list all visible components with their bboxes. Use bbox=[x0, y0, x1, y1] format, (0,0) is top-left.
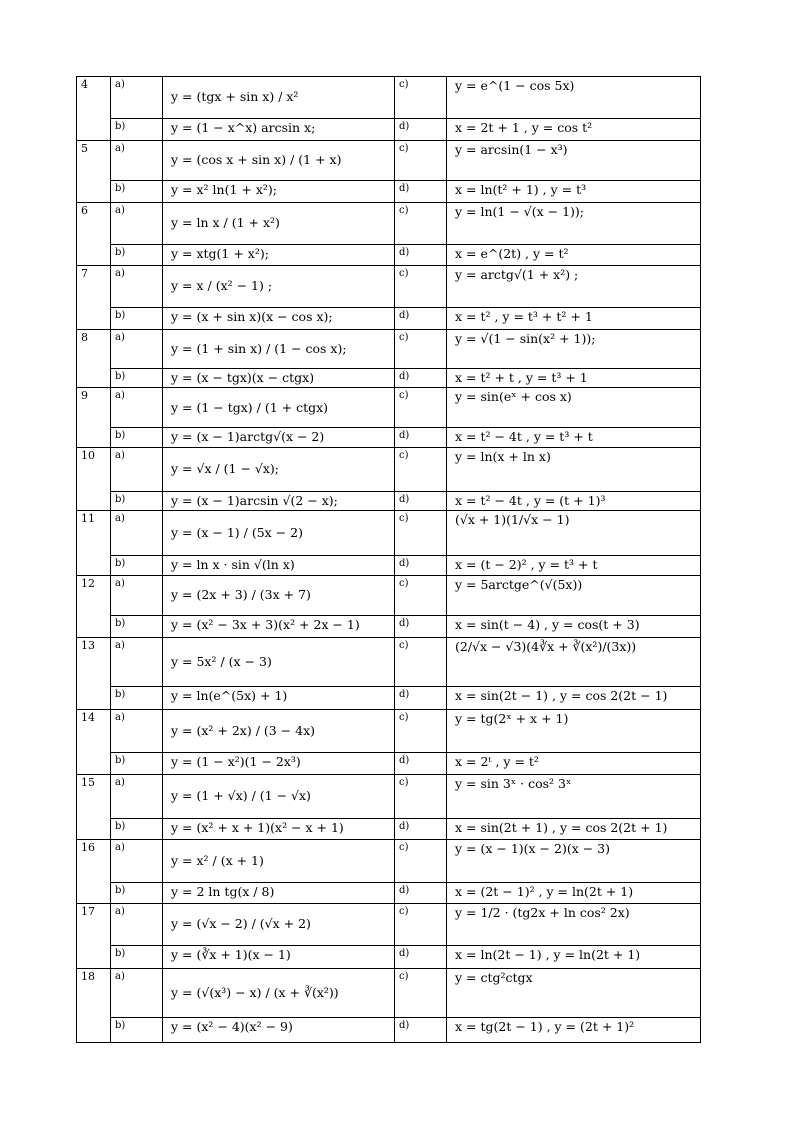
exercise-row-b bbox=[77, 753, 701, 775]
exercise-row-a bbox=[77, 904, 701, 946]
formula-a: y = x² / (x + 1) bbox=[163, 840, 395, 883]
part-label-b: b) bbox=[111, 428, 163, 447]
part-label-d: d) bbox=[395, 819, 447, 840]
part-label-a: a) bbox=[111, 447, 163, 491]
exercise-number: 15 bbox=[77, 775, 111, 840]
formula-b: y = 2 ln tg(x / 8) bbox=[163, 883, 395, 904]
formula-d: x = ln(2t − 1) , y = ln(2t + 1) bbox=[447, 946, 701, 969]
part-label-c: c) bbox=[395, 969, 447, 1018]
part-label-d: d) bbox=[395, 616, 447, 638]
formula-c: (2/√x − √3)(4∛x + ∛(x²)/(3x)) bbox=[447, 638, 701, 687]
part-label-d: d) bbox=[395, 556, 447, 576]
formula-c: y = sin 3ˣ · cos² 3ˣ bbox=[447, 775, 701, 819]
exercise-number: 11 bbox=[77, 511, 111, 576]
formula-c: y = ln(1 − √(x − 1)); bbox=[447, 203, 701, 245]
part-label-d: d) bbox=[395, 1018, 447, 1043]
exercise-number: 12 bbox=[77, 576, 111, 638]
exercise-row-b bbox=[77, 819, 701, 840]
formula-c: y = (x − 1)(x − 2)(x − 3) bbox=[447, 840, 701, 883]
formula-c: (√x + 1)(1/√x − 1) bbox=[447, 511, 701, 556]
part-label-b: b) bbox=[111, 245, 163, 266]
formula-b: y = (x² + x + 1)(x² − x + 1) bbox=[163, 819, 395, 840]
formula-d: x = 2ᵗ , y = t² bbox=[447, 753, 701, 775]
formula-b: y = (x + sin x)(x − cos x); bbox=[163, 308, 395, 330]
formula-d: x = sin(2t + 1) , y = cos 2(2t + 1) bbox=[447, 819, 701, 840]
exercise-number: 9 bbox=[77, 388, 111, 447]
part-label-c: c) bbox=[395, 141, 447, 181]
exercise-row-b bbox=[77, 687, 701, 710]
formula-b: y = (x − tgx)(x − ctgx) bbox=[163, 369, 395, 388]
part-label-b: b) bbox=[111, 946, 163, 969]
exercise-number: 8 bbox=[77, 330, 111, 388]
formula-b: y = x² ln(1 + x²); bbox=[163, 181, 395, 203]
exercise-row-a bbox=[77, 447, 701, 491]
formula-a: y = (cos x + sin x) / (1 + x) bbox=[163, 141, 395, 181]
part-label-b: b) bbox=[111, 687, 163, 710]
exercise-number: 17 bbox=[77, 904, 111, 969]
part-label-b: b) bbox=[111, 616, 163, 638]
exercise-row-a bbox=[77, 775, 701, 819]
part-label-a: a) bbox=[111, 576, 163, 616]
part-label-b: b) bbox=[111, 308, 163, 330]
part-label-d: d) bbox=[395, 308, 447, 330]
part-label-d: d) bbox=[395, 946, 447, 969]
formula-d: x = sin(2t − 1) , y = cos 2(2t − 1) bbox=[447, 687, 701, 710]
part-label-c: c) bbox=[395, 511, 447, 556]
formula-d: x = t² , y = t³ + t² + 1 bbox=[447, 308, 701, 330]
part-label-c: c) bbox=[395, 266, 447, 308]
formula-a: y = (tgx + sin x) / x² bbox=[163, 77, 395, 119]
part-label-a: a) bbox=[111, 969, 163, 1018]
part-label-a: a) bbox=[111, 710, 163, 753]
part-label-b: b) bbox=[111, 1018, 163, 1043]
exercise-number: 5 bbox=[77, 141, 111, 203]
part-label-d: d) bbox=[395, 883, 447, 904]
exercise-row-a bbox=[77, 840, 701, 883]
formula-b: y = ln(e^(5x) + 1) bbox=[163, 687, 395, 710]
exercise-row-a bbox=[77, 203, 701, 245]
part-label-b: b) bbox=[111, 181, 163, 203]
formula-a: y = x / (x² − 1) ; bbox=[163, 266, 395, 308]
exercise-number: 7 bbox=[77, 266, 111, 330]
part-label-b: b) bbox=[111, 753, 163, 775]
part-label-c: c) bbox=[395, 388, 447, 428]
exercise-row-a bbox=[77, 388, 701, 428]
part-label-a: a) bbox=[111, 511, 163, 556]
exercise-row-b bbox=[77, 308, 701, 330]
exercise-number: 14 bbox=[77, 710, 111, 775]
formula-d: x = 2t + 1 , y = cos t² bbox=[447, 119, 701, 141]
part-label-a: a) bbox=[111, 840, 163, 883]
formula-d: x = e^(2t) , y = t² bbox=[447, 245, 701, 266]
exercise-number: 6 bbox=[77, 203, 111, 266]
formula-b: y = (x − 1)arctg√(x − 2) bbox=[163, 428, 395, 447]
formula-b: y = (1 − x²)(1 − 2x³) bbox=[163, 753, 395, 775]
formula-b: y = (x² − 4)(x² − 9) bbox=[163, 1018, 395, 1043]
exercise-row-a bbox=[77, 141, 701, 181]
exercise-row-a bbox=[77, 330, 701, 369]
part-label-b: b) bbox=[111, 556, 163, 576]
part-label-d: d) bbox=[395, 369, 447, 388]
part-label-b: b) bbox=[111, 883, 163, 904]
formula-d: x = sin(t − 4) , y = cos(t + 3) bbox=[447, 616, 701, 638]
part-label-c: c) bbox=[395, 203, 447, 245]
part-label-a: a) bbox=[111, 77, 163, 119]
exercise-row-b bbox=[77, 491, 701, 510]
part-label-b: b) bbox=[111, 819, 163, 840]
part-label-a: a) bbox=[111, 141, 163, 181]
formula-c: y = e^(1 − cos 5x) bbox=[447, 77, 701, 119]
exercise-number: 16 bbox=[77, 840, 111, 904]
exercise-row-b bbox=[77, 181, 701, 203]
exercise-row-a bbox=[77, 511, 701, 556]
formula-d: x = (t − 2)² , y = t³ + t bbox=[447, 556, 701, 576]
part-label-c: c) bbox=[395, 576, 447, 616]
formula-c: y = ln(x + ln x) bbox=[447, 447, 701, 491]
formula-d: x = tg(2t − 1) , y = (2t + 1)² bbox=[447, 1018, 701, 1043]
part-label-a: a) bbox=[111, 388, 163, 428]
formula-c: y = tg(2ˣ + x + 1) bbox=[447, 710, 701, 753]
part-label-c: c) bbox=[395, 775, 447, 819]
formula-d: x = t² + t , y = t³ + 1 bbox=[447, 369, 701, 388]
exercise-number: 10 bbox=[77, 447, 111, 510]
part-label-a: a) bbox=[111, 775, 163, 819]
part-label-c: c) bbox=[395, 638, 447, 687]
formula-a: y = (1 − tgx) / (1 + ctgx) bbox=[163, 388, 395, 428]
exercise-row-b bbox=[77, 616, 701, 638]
formula-c: y = arctg√(1 + x²) ; bbox=[447, 266, 701, 308]
formula-a: y = (x − 1) / (5x − 2) bbox=[163, 511, 395, 556]
part-label-d: d) bbox=[395, 687, 447, 710]
formula-b: y = xtg(1 + x²); bbox=[163, 245, 395, 266]
exercise-row-a bbox=[77, 266, 701, 308]
exercise-row-b bbox=[77, 883, 701, 904]
formula-a: y = (1 + sin x) / (1 − cos x); bbox=[163, 330, 395, 369]
formula-d: x = ln(t² + 1) , y = t³ bbox=[447, 181, 701, 203]
exercise-row-a bbox=[77, 77, 701, 119]
part-label-b: b) bbox=[111, 369, 163, 388]
part-label-d: d) bbox=[395, 491, 447, 510]
exercise-row-a bbox=[77, 969, 701, 1018]
part-label-c: c) bbox=[395, 77, 447, 119]
formula-a: y = (2x + 3) / (3x + 7) bbox=[163, 576, 395, 616]
exercise-table bbox=[76, 76, 701, 1043]
exercise-row-a bbox=[77, 576, 701, 616]
part-label-c: c) bbox=[395, 904, 447, 946]
formula-a: y = √x / (1 − √x); bbox=[163, 447, 395, 491]
exercise-row-b bbox=[77, 119, 701, 141]
formula-a: y = (1 + √x) / (1 − √x) bbox=[163, 775, 395, 819]
exercise-row-b bbox=[77, 1018, 701, 1043]
formula-a: y = 5x² / (x − 3) bbox=[163, 638, 395, 687]
exercise-number: 4 bbox=[77, 77, 111, 141]
part-label-d: d) bbox=[395, 245, 447, 266]
formula-b: y = (1 − x^x) arcsin x; bbox=[163, 119, 395, 141]
exercise-row-a bbox=[77, 710, 701, 753]
exercise-row-b bbox=[77, 556, 701, 576]
part-label-c: c) bbox=[395, 447, 447, 491]
exercise-table-body bbox=[77, 77, 701, 1043]
part-label-b: b) bbox=[111, 119, 163, 141]
part-label-a: a) bbox=[111, 904, 163, 946]
formula-b: y = (x − 1)arcsin √(2 − x); bbox=[163, 491, 395, 510]
exercise-number: 18 bbox=[77, 969, 111, 1043]
formula-d: x = (2t − 1)² , y = ln(2t + 1) bbox=[447, 883, 701, 904]
formula-c: y = 1/2 · (tg2x + ln cos² 2x) bbox=[447, 904, 701, 946]
part-label-c: c) bbox=[395, 710, 447, 753]
formula-d: x = t² − 4t , y = (t + 1)³ bbox=[447, 491, 701, 510]
formula-c: y = arcsin(1 − x³) bbox=[447, 141, 701, 181]
exercise-row-b bbox=[77, 428, 701, 447]
formula-a: y = (x² + 2x) / (3 − 4x) bbox=[163, 710, 395, 753]
formula-c: y = √(1 − sin(x² + 1)); bbox=[447, 330, 701, 369]
formula-c: y = 5arctge^(√(5x)) bbox=[447, 576, 701, 616]
exercise-number: 13 bbox=[77, 638, 111, 710]
exercise-row-b bbox=[77, 245, 701, 266]
part-label-a: a) bbox=[111, 638, 163, 687]
part-label-b: b) bbox=[111, 491, 163, 510]
exercise-row-b bbox=[77, 946, 701, 969]
part-label-d: d) bbox=[395, 119, 447, 141]
part-label-d: d) bbox=[395, 428, 447, 447]
formula-a: y = (√(x³) − x) / (x + ∛(x²)) bbox=[163, 969, 395, 1018]
formula-c: y = ctg²ctgx bbox=[447, 969, 701, 1018]
part-label-d: d) bbox=[395, 181, 447, 203]
formula-a: y = ln x / (1 + x²) bbox=[163, 203, 395, 245]
part-label-a: a) bbox=[111, 266, 163, 308]
part-label-d: d) bbox=[395, 753, 447, 775]
exercise-row-b bbox=[77, 369, 701, 388]
formula-d: x = t² − 4t , y = t³ + t bbox=[447, 428, 701, 447]
formula-a: y = (√x − 2) / (√x + 2) bbox=[163, 904, 395, 946]
formula-c: y = sin(eˣ + cos x) bbox=[447, 388, 701, 428]
part-label-a: a) bbox=[111, 330, 163, 369]
formula-b: y = (∛x + 1)(x − 1) bbox=[163, 946, 395, 969]
formula-b: y = (x² − 3x + 3)(x² + 2x − 1) bbox=[163, 616, 395, 638]
part-label-c: c) bbox=[395, 840, 447, 883]
part-label-c: c) bbox=[395, 330, 447, 369]
exercise-row-a bbox=[77, 638, 701, 687]
part-label-a: a) bbox=[111, 203, 163, 245]
formula-b: y = ln x · sin √(ln x) bbox=[163, 556, 395, 576]
